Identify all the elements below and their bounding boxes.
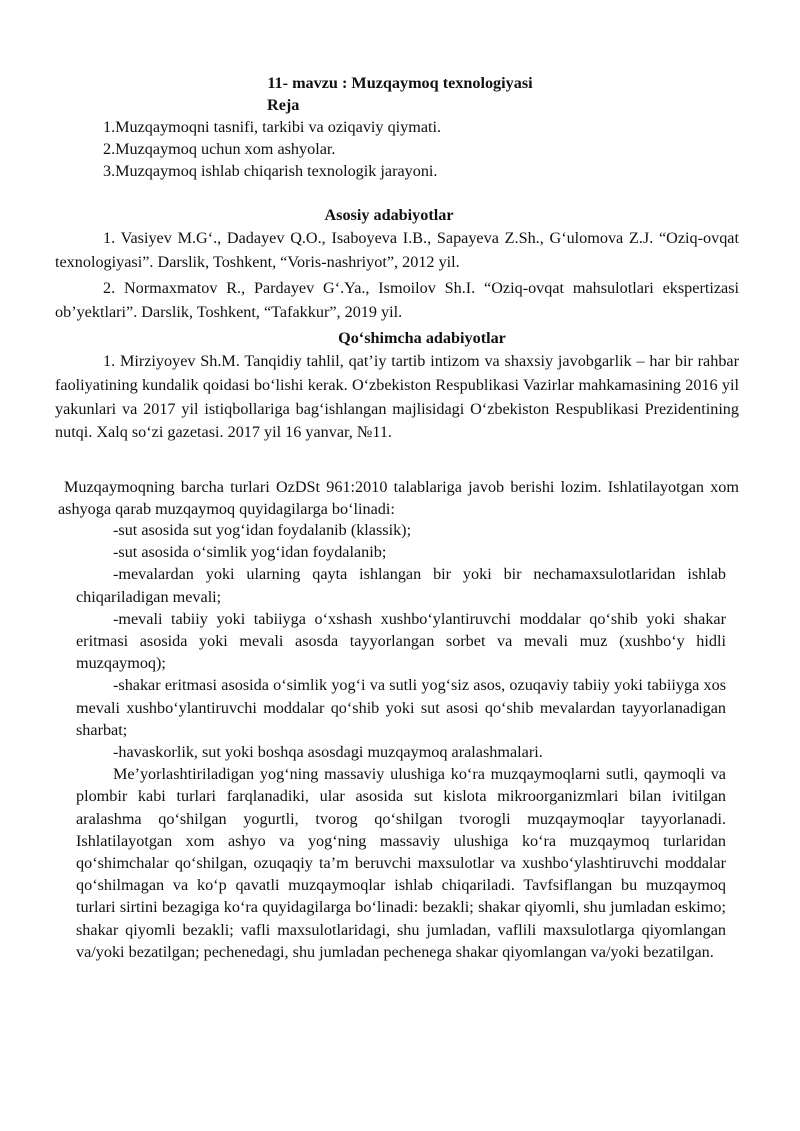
plan-item: 3.Muzqaymoq ishlab chiqarish texnologik jarayoni. xyxy=(103,162,438,180)
extra-literature-item: 1. Mirziyoyev Sh.M. Tanqidiy tahlil, qat’iy tartib intizom va shaxsiy javobgarlik – har bir rahbar faoliyatining kundalik qoidasi bo‘lishi kerak. O‘zbekiston Respublikasi Vazirlar mahkamasining 2016 yil yakunlari va 2017 yil istiqbollariga bag‘ishlangan majlisidagi O‘zbekiston Respublikasi Prezidentining nutqi. Xalq so‘zi gazetasi. 2017 yil 16 yanvar, №11. xyxy=(55,352,739,442)
type-item: -havaskorlik, sut yoki boshqa asosdagi muzqaymoq aralashmalari. xyxy=(113,743,543,762)
plan-list xyxy=(103,116,753,182)
type-item: -mevali tabiiy yoki tabiiyga o‘xshash xushbo‘ylantiruvchi moddalar qo‘shib yoki shakar eritmasi asosida yoki mevali asosda tayyorlangan sorbet va mevali muz (xushbo‘y hidli muzqaymoq); xyxy=(76,609,726,673)
type-item: -sut asosida o‘simlik yog‘idan foydalanib; xyxy=(113,543,387,562)
type-item: -shakar eritmasi asosida o‘simlik yog‘i va sutli yog‘siz asos, ozuqaviy tabiiy yoki tabiiyga xos mevali xushbo‘ylantiruvchi moddalar qo‘shib yoki sut asosi qo‘shib mevalardan tayyorlanadigan sharbat; xyxy=(76,676,726,739)
plan-item: 1.Muzqaymoqni tasnifi, tarkibi va oziqaviy qiymati. xyxy=(103,118,442,136)
types-list xyxy=(76,519,726,963)
closing-paragraph: Me’yorlashtiriladigan yog‘ning massaviy ulushiga ko‘ra muzqaymoqlarni sutli, qaymoqli va plombir kabi turlari farqlanadiki, ular asosida sut kislota mikroorganizmlari bilan ivitilgan aralashma qo‘shilgan yogurtli, tvorog qo‘shilgan tvorogli muzqaymoqlar tayyorlanadi. Ishlatilayotgan xom ashyo va yog‘ning massaviy ulushiga ko‘ra muzqaymoq turlaridan qo‘shimchalar qo‘shilgan, ozuqaqiy ta’m beruvchi maxsulotlar va xushbo‘ylashtiruvchi moddalar qo‘shilmagan va ko‘p qavatli muzqaymoqlar ishlab chiqariladi. Tavfsiflangan bu muzqaymoq turlari sirtini bezagiga ko‘ra quyidagilarga bo‘linadi: bezakli; shakar qiyomli, shu jumladan eskimo; shakar qiyomli bezakli; vafli maxsulotlaridagi, shu jumladan, vaflili maxsulotlarga qiyomlangan va/yoki bezatilgan; pechenedagi, shu jumladan pechenega shakar qiyomlangan va/yoki bezatilgan. xyxy=(76,765,726,961)
plan-heading: Reja xyxy=(267,96,300,114)
extra-literature-heading: Qo‘shimcha adabiyotlar xyxy=(338,329,506,347)
main-literature-heading: Asosiy adabiyotlar xyxy=(324,206,454,224)
page-title: 11- mavzu : Muzqaymoq texnologiyasi xyxy=(267,74,533,92)
main-literature-item: 2. Normaxmatov R., Pardayev G‘.Ya., Ismoilov Sh.I. “Oziq-ovqat mahsulotlari ekspertizasi ob’yektlari”. Darslik, Toshkent, “Tafakkur”, 2019 yil. xyxy=(55,279,739,321)
intro-paragraph: Muzqaymoqning barcha turlari OzDSt 961:2010 talablariga javob berishi lozim. Ishlatilayotgan xom ashyoga qarab muzqaymoq quyidagilarga bo‘linadi: xyxy=(58,478,739,518)
type-item: -mevalardan yoki ularning qayta ishlangan bir yoki bir nechamaxsulotlaridan ishlab chiqariladigan mevali; xyxy=(76,565,726,606)
main-literature-item: 1. Vasiyev M.G‘., Dadayev Q.O., Isaboyeva I.B., Sapayeva Z.Sh., G‘ulomova Z.J. “Oziq-ovqat texnologiyasi”. Darslik, Toshkent, “Voris-nashriyot”, 2012 yil. xyxy=(55,229,739,271)
plan-item: 2.Muzqaymoq uchun xom ashyolar. xyxy=(103,140,336,158)
type-item: -sut asosida sut yog‘idan foydalanib (klassik); xyxy=(113,521,412,539)
